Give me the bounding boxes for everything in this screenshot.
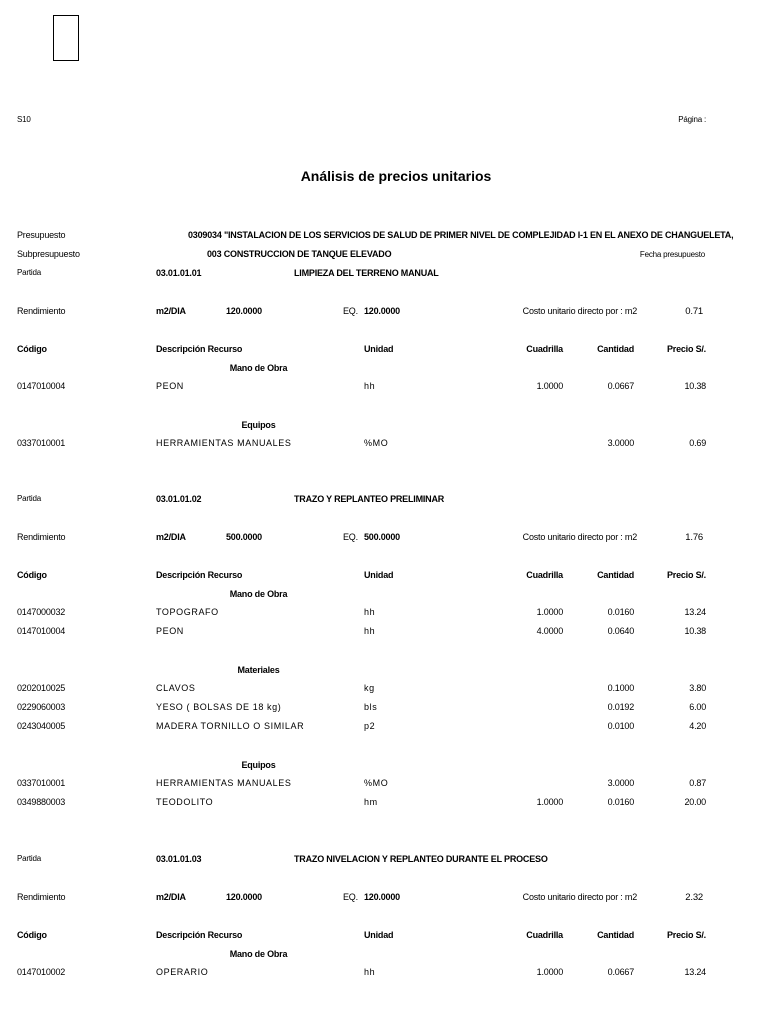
rendimiento-label: Rendimiento — [17, 892, 66, 902]
row-description: PEON — [156, 381, 184, 391]
col-header-codigo: Código — [17, 570, 47, 580]
row-code: 0337010001 — [17, 438, 66, 448]
row-code: 0243040005 — [17, 721, 66, 731]
col-header-cuadrilla: Cuadrilla — [526, 930, 563, 940]
row-precio: 10.38 — [684, 381, 706, 391]
costo-unitario-label: Costo unitario directo por : m2 — [522, 306, 637, 316]
page-title: Análisis de precios unitarios — [300, 168, 492, 184]
row-unit: %MO — [364, 438, 389, 448]
partida-label: Partida — [17, 854, 41, 863]
row-unit: hh — [364, 626, 376, 636]
col-header-descripcion: Descripción Recurso — [156, 344, 243, 354]
row-precio: 20.00 — [684, 797, 706, 807]
col-header-cuadrilla: Cuadrilla — [526, 344, 563, 354]
col-header-precio: Precio S/. — [666, 930, 706, 940]
row-unit: hm — [364, 797, 378, 807]
row-cuadrilla: 1.0000 — [536, 607, 563, 617]
partida-code: 03.01.01.03 — [156, 854, 202, 864]
group-heading: Mano de Obra — [229, 589, 288, 599]
rendimiento-unit: m2/DIA — [156, 892, 186, 902]
eq-value: 120.0000 — [364, 892, 400, 902]
row-description: TOPOGRAFO — [156, 607, 219, 617]
row-unit: hh — [364, 967, 376, 977]
col-header-unidad: Unidad — [364, 930, 394, 940]
partida-name: TRAZO Y REPLANTEO PRELIMINAR — [294, 494, 445, 504]
costo-unitario-value: 1.76 — [685, 532, 703, 543]
row-description: CLAVOS — [156, 683, 196, 693]
col-header-unidad: Unidad — [364, 344, 394, 354]
costo-unitario-value: 0.71 — [685, 306, 703, 317]
costo-unitario-value: 2.32 — [685, 892, 703, 903]
row-cantidad: 0.0160 — [607, 607, 634, 617]
costo-unitario-label: Costo unitario directo por : m2 — [522, 892, 637, 902]
row-unit: %MO — [364, 778, 389, 788]
row-description: YESO ( BOLSAS DE 18 kg) — [156, 702, 282, 712]
partida-name: TRAZO NIVELACION Y REPLANTEO DURANTE EL PROCESO — [294, 854, 548, 864]
row-description: TEODOLITO — [156, 797, 214, 807]
row-code: 0202010025 — [17, 683, 66, 693]
row-cantidad: 0.0100 — [607, 721, 634, 731]
row-precio: 3.80 — [689, 683, 706, 693]
row-cantidad: 0.0667 — [607, 967, 634, 977]
eq-value: 500.0000 — [364, 532, 400, 542]
rendimiento-unit: m2/DIA — [156, 306, 186, 316]
row-cantidad: 0.0192 — [607, 702, 634, 712]
eq-label: EQ. — [343, 306, 358, 316]
row-precio: 13.24 — [684, 607, 706, 617]
row-code: 0147010002 — [17, 967, 66, 977]
col-header-cantidad: Cantidad — [597, 344, 634, 354]
row-cantidad: 0.1000 — [607, 683, 634, 693]
row-code: 0229060003 — [17, 702, 66, 712]
presupuesto-value: 0309034 "INSTALACION DE LOS SERVICIOS DE SALUD DE PRIMER NIVEL DE COMPLEJIDAD I-1 EN EL ANEXO DE CHANGUELETA, — [188, 230, 734, 240]
col-header-cuadrilla: Cuadrilla — [526, 570, 563, 580]
eq-value: 120.0000 — [364, 306, 400, 316]
col-header-cantidad: Cantidad — [597, 930, 634, 940]
rendimiento-value: 120.0000 — [226, 306, 262, 316]
subpresupuesto-label: Subpresupuesto — [17, 249, 80, 259]
row-precio: 10.38 — [684, 626, 706, 636]
fecha-presupuesto-label: Fecha presupuesto — [639, 250, 705, 259]
group-heading: Materiales — [237, 665, 280, 675]
row-precio: 4.20 — [689, 721, 706, 731]
row-cantidad: 0.0160 — [607, 797, 634, 807]
row-unit: kg — [364, 683, 375, 693]
row-cantidad: 0.0640 — [607, 626, 634, 636]
row-unit: hh — [364, 607, 376, 617]
row-code: 0349880003 — [17, 797, 66, 807]
col-header-precio: Precio S/. — [666, 344, 706, 354]
eq-label: EQ. — [343, 532, 358, 542]
row-cuadrilla: 1.0000 — [536, 967, 563, 977]
row-precio: 0.69 — [689, 438, 706, 448]
row-precio: 13.24 — [684, 967, 706, 977]
row-cantidad: 3.0000 — [607, 778, 634, 788]
partida-code: 03.01.01.01 — [156, 268, 202, 278]
row-cuadrilla: 1.0000 — [536, 797, 563, 807]
group-heading: Mano de Obra — [229, 949, 288, 959]
col-header-descripcion: Descripción Recurso — [156, 930, 243, 940]
rendimiento-value: 500.0000 — [226, 532, 262, 542]
logo-box — [53, 15, 79, 61]
row-cantidad: 3.0000 — [607, 438, 634, 448]
rendimiento-value: 120.0000 — [226, 892, 262, 902]
row-description: MADERA TORNILLO O SIMILAR — [156, 721, 305, 731]
row-unit: p2 — [364, 721, 376, 731]
subpresupuesto-value: 003 CONSTRUCCION DE TANQUE ELEVADO — [207, 249, 392, 259]
row-description: PEON — [156, 626, 184, 636]
page-label: Página : — [678, 115, 706, 124]
report-code: S10 — [17, 115, 31, 124]
row-code: 0147000032 — [17, 607, 66, 617]
row-cuadrilla: 4.0000 — [536, 626, 563, 636]
row-unit: bls — [364, 702, 378, 712]
col-header-unidad: Unidad — [364, 570, 394, 580]
row-code: 0337010001 — [17, 778, 66, 788]
partida-label: Partida — [17, 268, 41, 277]
row-precio: 0.87 — [689, 778, 706, 788]
row-description: HERRAMIENTAS MANUALES — [156, 778, 292, 788]
row-description: HERRAMIENTAS MANUALES — [156, 438, 292, 448]
row-code: 0147010004 — [17, 381, 66, 391]
group-heading: Equipos — [241, 420, 276, 430]
row-precio: 6.00 — [689, 702, 706, 712]
row-code: 0147010004 — [17, 626, 66, 636]
row-unit: hh — [364, 381, 376, 391]
group-heading: Equipos — [241, 760, 276, 770]
partida-name: LIMPIEZA DEL TERRENO MANUAL — [294, 268, 439, 278]
eq-label: EQ. — [343, 892, 358, 902]
row-cantidad: 0.0667 — [607, 381, 634, 391]
col-header-codigo: Código — [17, 930, 47, 940]
rendimiento-label: Rendimiento — [17, 306, 66, 316]
presupuesto-label: Presupuesto — [17, 230, 66, 240]
partida-code: 03.01.01.02 — [156, 494, 202, 504]
col-header-codigo: Código — [17, 344, 47, 354]
group-heading: Mano de Obra — [229, 363, 288, 373]
col-header-descripcion: Descripción Recurso — [156, 570, 243, 580]
col-header-cantidad: Cantidad — [597, 570, 634, 580]
rendimiento-unit: m2/DIA — [156, 532, 186, 542]
row-cuadrilla: 1.0000 — [536, 381, 563, 391]
rendimiento-label: Rendimiento — [17, 532, 66, 542]
col-header-precio: Precio S/. — [666, 570, 706, 580]
costo-unitario-label: Costo unitario directo por : m2 — [522, 532, 637, 542]
row-description: OPERARIO — [156, 967, 209, 977]
partida-label: Partida — [17, 494, 41, 503]
